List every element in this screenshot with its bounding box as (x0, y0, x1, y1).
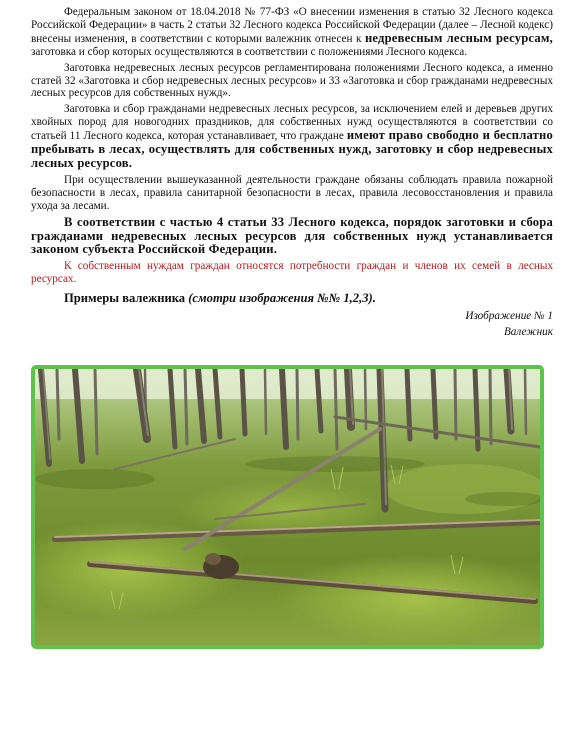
bold-rights: имеют право свободно и бесплатно пребывать в лесах, осуществлять для собственных нужд, заготовку и сбор недревесных лесных ресурсов. (31, 128, 553, 170)
deadwood-photo (31, 365, 544, 649)
image-caption-number: Изображение № 1 (465, 310, 553, 323)
paragraph-regulation: Заготовка недревесных лесных ресурсов регламентирована положениями Лесного кодекса, а именно статей 32 «Заготовка и сбор недревесных лесных ресурсов» и 33 «Заготовка и сбор гражданами недревесных лесных ресурсов для собственных нужд». (31, 61, 553, 100)
forest-illustration (35, 369, 540, 645)
paragraph-legal-basis (31, 216, 553, 258)
image-caption-title: Валежник (503, 326, 553, 339)
bold-legal-basis: В соответствии с частью 4 статьи 33 Лесного кодекса, порядок заготовки и сбора гражданами недревесных лесных ресурсов для собственных нужд устанавливается законом субъекта Российской Федерации. (31, 214, 553, 257)
paragraph-text: Заготовка и сбор гражданами недревесных лесных ресурсов, за исключением елей и деревьев других хвойных пород для новогодних праздников, для собственных нужд осуществляются в соответствии со статьей 11 Лесного кодекса, которая устанавливает, что граждане (31, 103, 553, 143)
heading-italic: (смотри изображения №№ 1,2,3). (188, 291, 376, 306)
paragraph-needs-note: К собственным нуждам граждан относятся потребности граждан и членов их семей в лесных ресурсах. (31, 260, 553, 286)
heading-text: Примеры валежника (64, 291, 189, 306)
paragraph-text: заготовка и сбор которых осуществляются в соответствии с положениями Лесного кодекса. (31, 45, 468, 58)
paragraph-citizen-rights (31, 103, 553, 171)
examples-heading (31, 292, 553, 305)
bold-term: недревесным лесным ресурсам, (364, 30, 553, 45)
paragraph-law-amendment (31, 6, 553, 59)
paragraph-text: Федеральным законом от 18.04.2018 № 77-ФЗ «О внесении изменения в статью 32 Лесного кодекса Российской Федерации» в часть 2 статьи 32 Лесного кодекса Российской Федерации (далее – Лесной кодекс) внесены изменения, в соответствии с которыми валежник отнесен к (31, 6, 553, 45)
document-page (31, 6, 553, 340)
paragraph-obligations: При осуществлении вышеуказанной деятельности граждане обязаны соблюдать правила пожарной безопасности в лесах, правила санитарной безопасности в лесах, правила лесовосстановления и правила ухода за лесами. (31, 173, 553, 212)
